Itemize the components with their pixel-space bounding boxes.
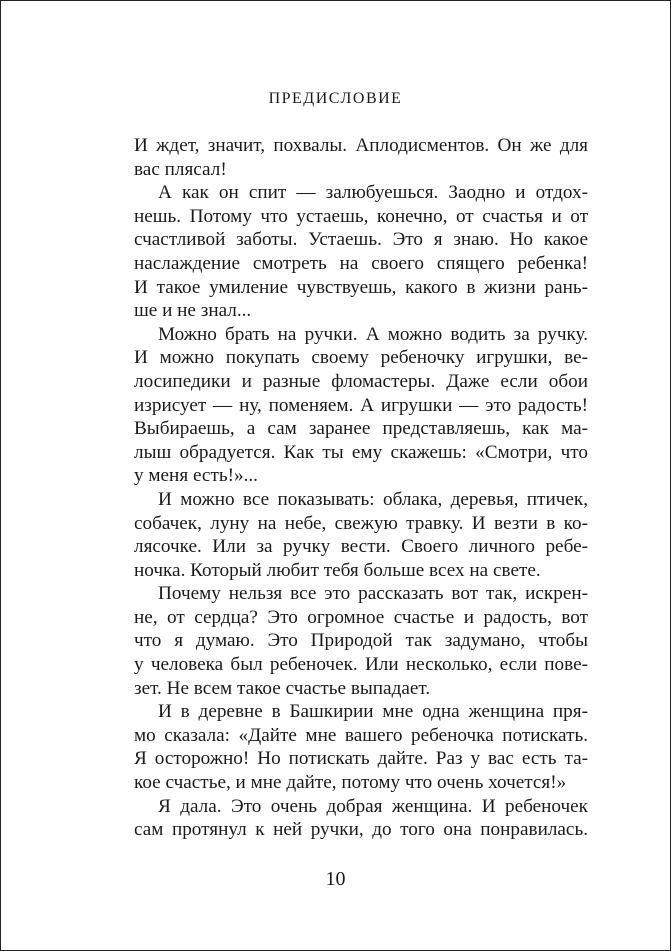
text-line: И в деревне в Башкирии мне одна женщина пря-	[158, 701, 588, 723]
paragraph	[134, 488, 588, 582]
text-line: лыш обрадуется. Как ты ему скажешь: «Смотри, что	[134, 441, 588, 463]
text-line: кое счастье, и мне дайте, потому что очень хочется!»	[134, 772, 567, 794]
text-line: И ждет, значит, похвалы. Аплодисментов. Он же для	[134, 135, 588, 156]
text-line: изрисует — ну, поменяем. А игрушки — это радость!	[134, 394, 588, 416]
text-line: у меня есть!»...	[134, 465, 258, 487]
text-line: Я дала. Это очень добрая женщина. И ребеночек	[158, 795, 588, 817]
text-line: сам протянул к ней ручки, до того она понравилась.	[134, 819, 588, 841]
paragraph	[134, 795, 588, 842]
text-line: Я осторожно! Но потискать дайте. Раз у вас есть та-	[134, 748, 588, 770]
text-line: Выбираешь, а сам заранее представляешь, как ма-	[134, 418, 588, 440]
text-line: Почему нельзя все это рассказать вот так, искрен-	[158, 583, 588, 605]
text-line: ночка. Который любит тебя больше всех на свете.	[134, 559, 541, 581]
text-line: что я думаю. Это Природой так задумано, чтобы	[134, 630, 588, 652]
text-line: Можно брать на ручки. А можно водить за ручку.	[158, 323, 588, 345]
text-line: не, от сердца? Это огромное счастье и радость, вот	[134, 606, 588, 628]
text-line: И можно покупать своему ребеночку игрушки, ве-	[134, 347, 588, 369]
text-line: И такое умиление чувствуешь, какого в жизни рань-	[134, 276, 588, 298]
paragraph	[134, 134, 588, 181]
text-line: зет. Не всем такое счастье выпадает.	[134, 677, 431, 699]
text-line: наслаждение смотреть на своего спящего ребенка!	[134, 252, 588, 274]
text-line: ше и не знал...	[134, 300, 252, 322]
body-text	[134, 134, 588, 842]
paragraph	[134, 323, 588, 488]
text-line: лосипедики и разные фломастеры. Даже если обои	[134, 370, 588, 392]
text-line: собачек, луну на небе, свежую травку. И везти в ко-	[134, 512, 588, 534]
paragraph	[134, 700, 588, 794]
text-line: вас плясал!	[134, 158, 227, 180]
paragraph	[134, 582, 588, 700]
text-line: счастливой заботы. Устаешь. Это я знаю. Но какое	[134, 229, 588, 251]
page-number: 10	[325, 868, 346, 890]
text-line: у человека был ребеночек. Или несколько, если пове-	[134, 654, 588, 676]
text-line: лясочке. Или за ручку вести. Своего личного ребе-	[134, 536, 588, 558]
text-line: мо сказала: «Дайте мне вашего ребеночка потискать.	[134, 724, 588, 746]
text-line: А как он спит — залюбуешься. Заодно и отдох-	[158, 182, 588, 204]
running-title: ПРЕДИСЛОВИЕ	[268, 90, 403, 107]
text-line: И можно все показывать: облака, деревья, птичек,	[158, 488, 588, 510]
text-line: нешь. Потому что устаешь, конечно, от счастья и от	[134, 205, 588, 227]
paragraph	[134, 181, 588, 323]
